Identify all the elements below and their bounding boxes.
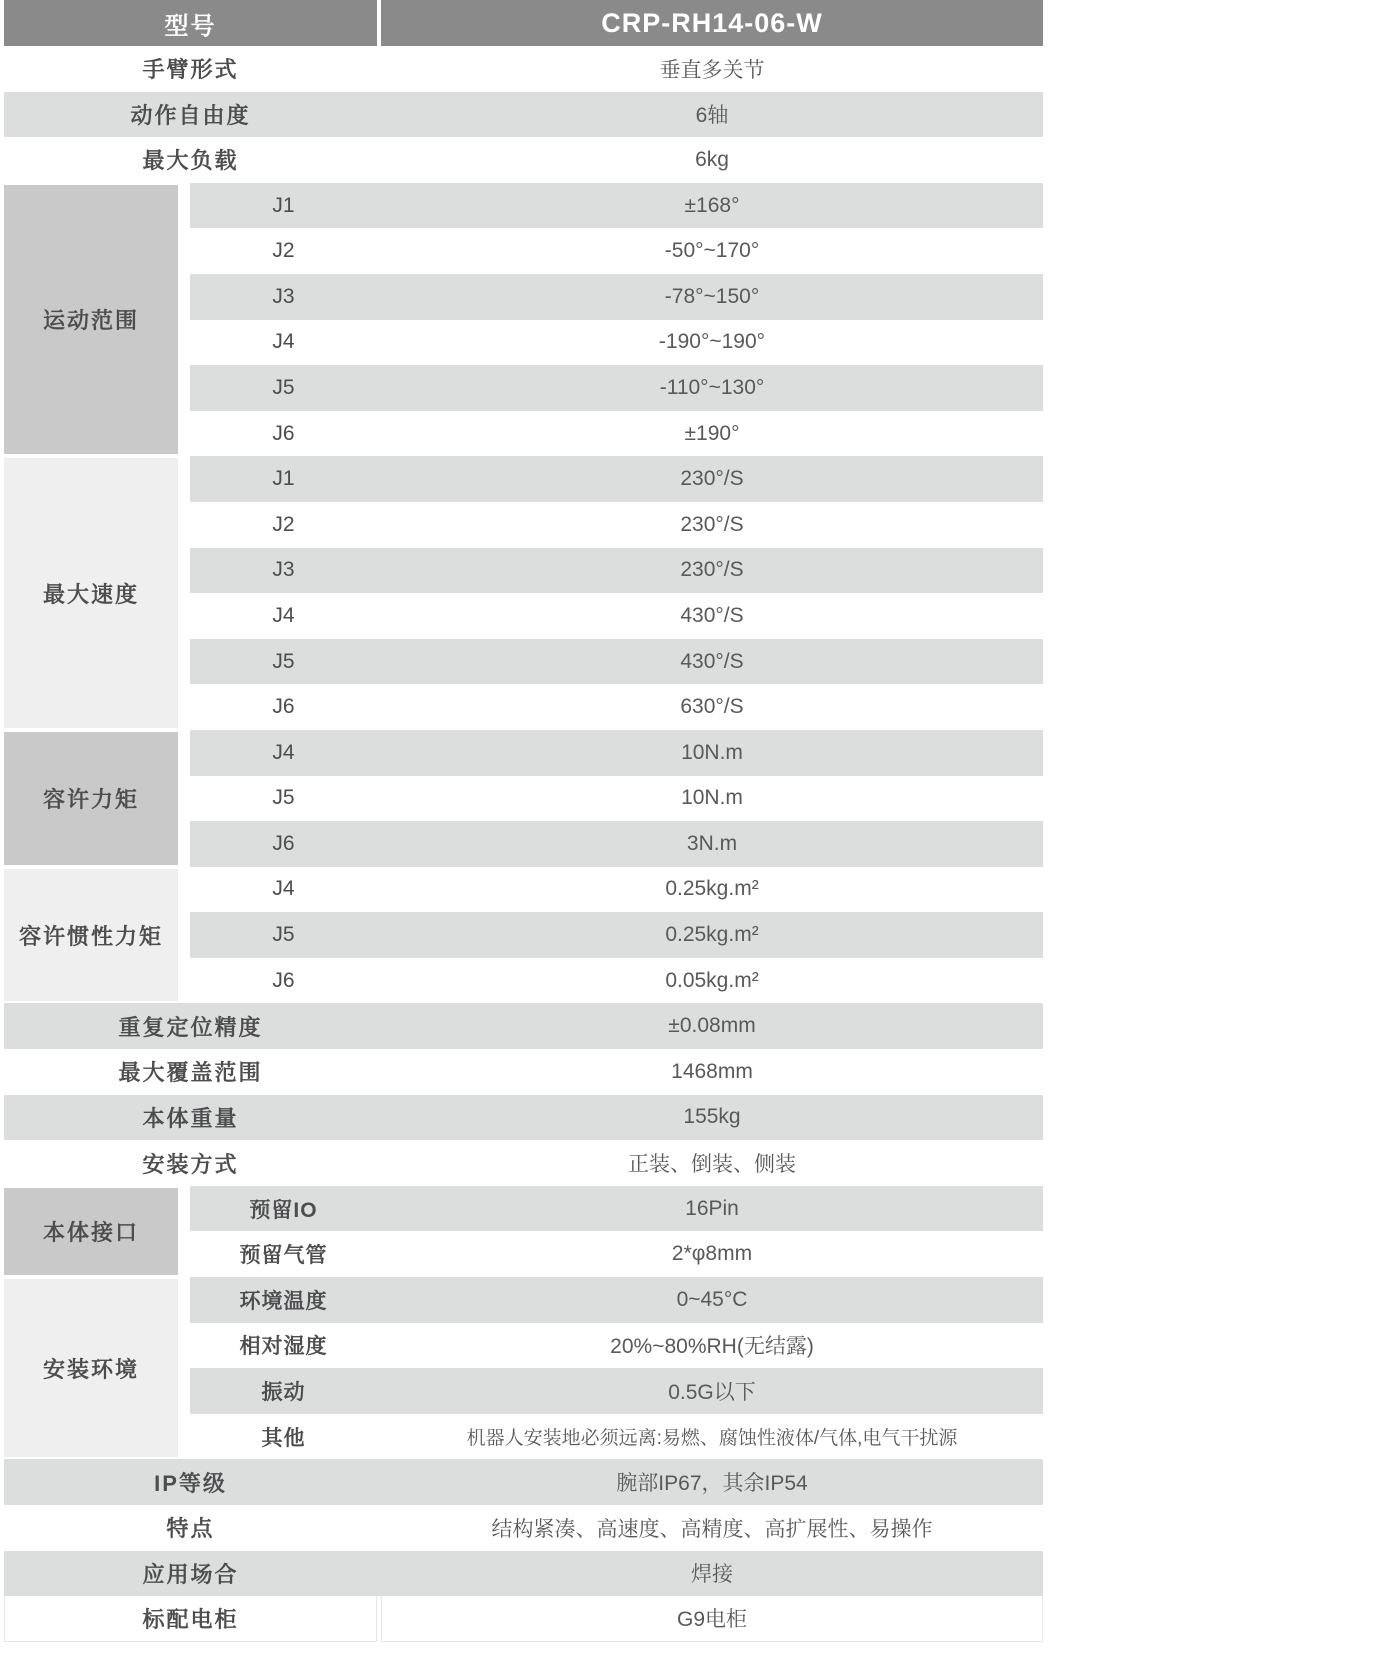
subrow-value-cell: ±168° [684, 193, 740, 217]
group-section [4, 456, 1043, 730]
spec-row [4, 1049, 1043, 1095]
subrow-value-cell: 10N.m [681, 740, 743, 764]
subrow-label-cell: J4 [272, 740, 295, 764]
spec-subrow [190, 912, 1043, 958]
subrow-label-cell: 其他 [261, 1426, 306, 1450]
spec-row [4, 1459, 1043, 1505]
subrow-value-cell: 2*φ8mm [671, 1242, 753, 1266]
subrow-value-cell: 0~45°C [676, 1287, 748, 1311]
subrow-value-cell: -50°~170° [664, 239, 760, 263]
spec-subrow [190, 1277, 1043, 1323]
row-value-cell: 155kg [683, 1105, 741, 1129]
row-value-cell: G9电柜 [381, 1596, 1043, 1642]
subrow-label-cell: J6 [272, 695, 295, 719]
row-value-cell: 焊接 [691, 1563, 733, 1587]
spec-subrow [190, 639, 1043, 685]
row-label-cell: 动作自由度 [130, 102, 251, 128]
spec-subrow [190, 411, 1043, 457]
spec-subrow [190, 821, 1043, 867]
subrow-value-cell: 机器人安装地必须远离:易燃、腐蚀性液体/气体,电气干扰源 [466, 1428, 958, 1450]
subrow-value-cell: 0.25kg.m² [665, 923, 759, 947]
subrow-value-cell: -78°~150° [664, 284, 760, 308]
subrow-label-cell: J6 [272, 968, 295, 992]
subrow-value-cell: ±190° [684, 421, 740, 445]
spec-row [4, 137, 1043, 183]
row-label-cell: IP等级 [154, 1470, 227, 1496]
subrow-label-cell: J2 [272, 512, 295, 536]
spec-subrow [190, 274, 1043, 320]
subrow-label-cell: 相对湿度 [239, 1335, 328, 1359]
subrow-value-cell: 0.5G以下 [668, 1381, 756, 1405]
spec-subrow [190, 548, 1043, 594]
group-label-cell: 安装环境 [4, 1279, 178, 1457]
spec-row [4, 1596, 1043, 1642]
subrow-value-cell: 430°/S [680, 603, 744, 627]
subrow-label-cell: J5 [272, 786, 295, 810]
subrow-value-cell: -190°~190° [658, 330, 766, 354]
row-label-cell: 特点 [166, 1516, 215, 1542]
subrow-label-cell: J5 [272, 923, 295, 947]
subrow-label-cell: J4 [272, 330, 295, 354]
spec-row [4, 1095, 1043, 1141]
subrow-label-cell: J1 [272, 193, 295, 217]
group-section [4, 1277, 1043, 1459]
spec-subrow [190, 684, 1043, 730]
subrow-label-cell: J4 [272, 603, 295, 627]
group-section [4, 1186, 1043, 1277]
subrow-label-cell: J6 [272, 831, 295, 855]
group-section [4, 183, 1043, 457]
group-label-cell: 运动范围 [4, 185, 178, 455]
subrow-value-cell: 230°/S [680, 467, 744, 491]
spec-subrow [190, 730, 1043, 776]
group-section [4, 730, 1043, 867]
subrow-value-cell: 230°/S [680, 558, 744, 582]
spec-row [4, 1505, 1043, 1551]
row-value-cell: 腕部IP67，其余IP54 [616, 1472, 808, 1496]
group-rows [190, 183, 1043, 457]
spec-row [4, 1003, 1043, 1049]
subrow-label-cell: 预留IO [249, 1198, 318, 1222]
row-value-cell: ±0.08mm [668, 1014, 756, 1038]
row-label-cell: 应用场合 [142, 1561, 239, 1587]
subrow-value-cell: 630°/S [680, 695, 744, 719]
spec-subrow [190, 183, 1043, 229]
row-label-cell: 手臂形式 [142, 57, 239, 83]
model-label-cell: 型号 [4, 0, 377, 46]
group-label-cell: 本体接口 [4, 1188, 178, 1275]
row-value-cell: 结构紧凑、高速度、高精度、高扩展性、易操作 [491, 1517, 933, 1541]
row-value-cell: 6轴 [695, 104, 729, 128]
row-label-cell: 本体重量 [142, 1105, 239, 1131]
group-rows [190, 1186, 1043, 1277]
group-rows [190, 456, 1043, 730]
spec-subrow [190, 1186, 1043, 1232]
subrow-value-cell: 230°/S [680, 512, 744, 536]
spec-row [4, 1551, 1043, 1597]
subrow-label-cell: 预留气管 [239, 1244, 328, 1268]
spec-subrow [190, 1231, 1043, 1277]
subrow-label-cell: J2 [272, 239, 295, 263]
group-rows [190, 867, 1043, 1004]
row-label-cell: 重复定位精度 [118, 1014, 263, 1040]
row-label-cell: 最大覆盖范围 [118, 1060, 263, 1086]
row-label-cell: 最大负载 [142, 148, 239, 174]
spec-subrow [190, 502, 1043, 548]
spec-subrow [190, 1414, 1043, 1460]
table-header-row [4, 0, 1043, 46]
subrow-label-cell: 环境温度 [239, 1289, 328, 1313]
spec-subrow [190, 1323, 1043, 1369]
model-value-cell: CRP-RH14-06-W [381, 0, 1043, 46]
subrow-label-cell: 振动 [261, 1381, 306, 1405]
spec-subrow [190, 958, 1043, 1004]
subrow-value-cell: 10N.m [681, 786, 743, 810]
subrow-value-cell: 430°/S [680, 649, 744, 673]
group-label-cell: 容许力矩 [4, 732, 178, 865]
row-value-cell: 6kg [695, 147, 729, 171]
subrow-value-cell: 3N.m [686, 831, 738, 855]
subrow-label-cell: J3 [272, 284, 295, 308]
group-rows [190, 730, 1043, 867]
group-rows [190, 1277, 1043, 1459]
row-value-cell: 1468mm [671, 1059, 753, 1083]
subrow-value-cell: 0.25kg.m² [665, 877, 759, 901]
row-value-cell: 正装、倒装、侧装 [628, 1153, 796, 1177]
spec-subrow [190, 228, 1043, 274]
row-label-cell: 标配电柜 [4, 1596, 377, 1642]
spec-subrow [190, 320, 1043, 366]
spec-subrow [190, 867, 1043, 913]
subrow-label-cell: J5 [272, 375, 295, 399]
group-label-cell: 最大速度 [4, 458, 178, 728]
subrow-label-cell: J3 [272, 558, 295, 582]
table-body [4, 46, 1043, 1642]
subrow-label-cell: J6 [272, 421, 295, 445]
subrow-value-cell: 20%~80%RH(无结露) [610, 1335, 814, 1359]
spec-subrow [190, 1368, 1043, 1414]
subrow-value-cell: 0.05kg.m² [665, 968, 759, 992]
subrow-value-cell: -110°~130° [659, 375, 765, 399]
spec-subrow [190, 365, 1043, 411]
group-label-cell: 容许惯性力矩 [4, 869, 178, 1002]
spec-table [4, 0, 1043, 1642]
spec-row [4, 46, 1043, 92]
row-label-cell: 安装方式 [142, 1151, 239, 1177]
subrow-label-cell: J4 [272, 877, 295, 901]
subrow-label-cell: J1 [272, 467, 295, 491]
spec-subrow [190, 456, 1043, 502]
spec-subrow [190, 593, 1043, 639]
spec-row [4, 92, 1043, 138]
subrow-value-cell: 16Pin [685, 1196, 739, 1220]
subrow-label-cell: J5 [272, 649, 295, 673]
spec-row [4, 1140, 1043, 1186]
group-section [4, 867, 1043, 1004]
row-value-cell: 垂直多关节 [659, 58, 765, 82]
spec-subrow [190, 776, 1043, 822]
